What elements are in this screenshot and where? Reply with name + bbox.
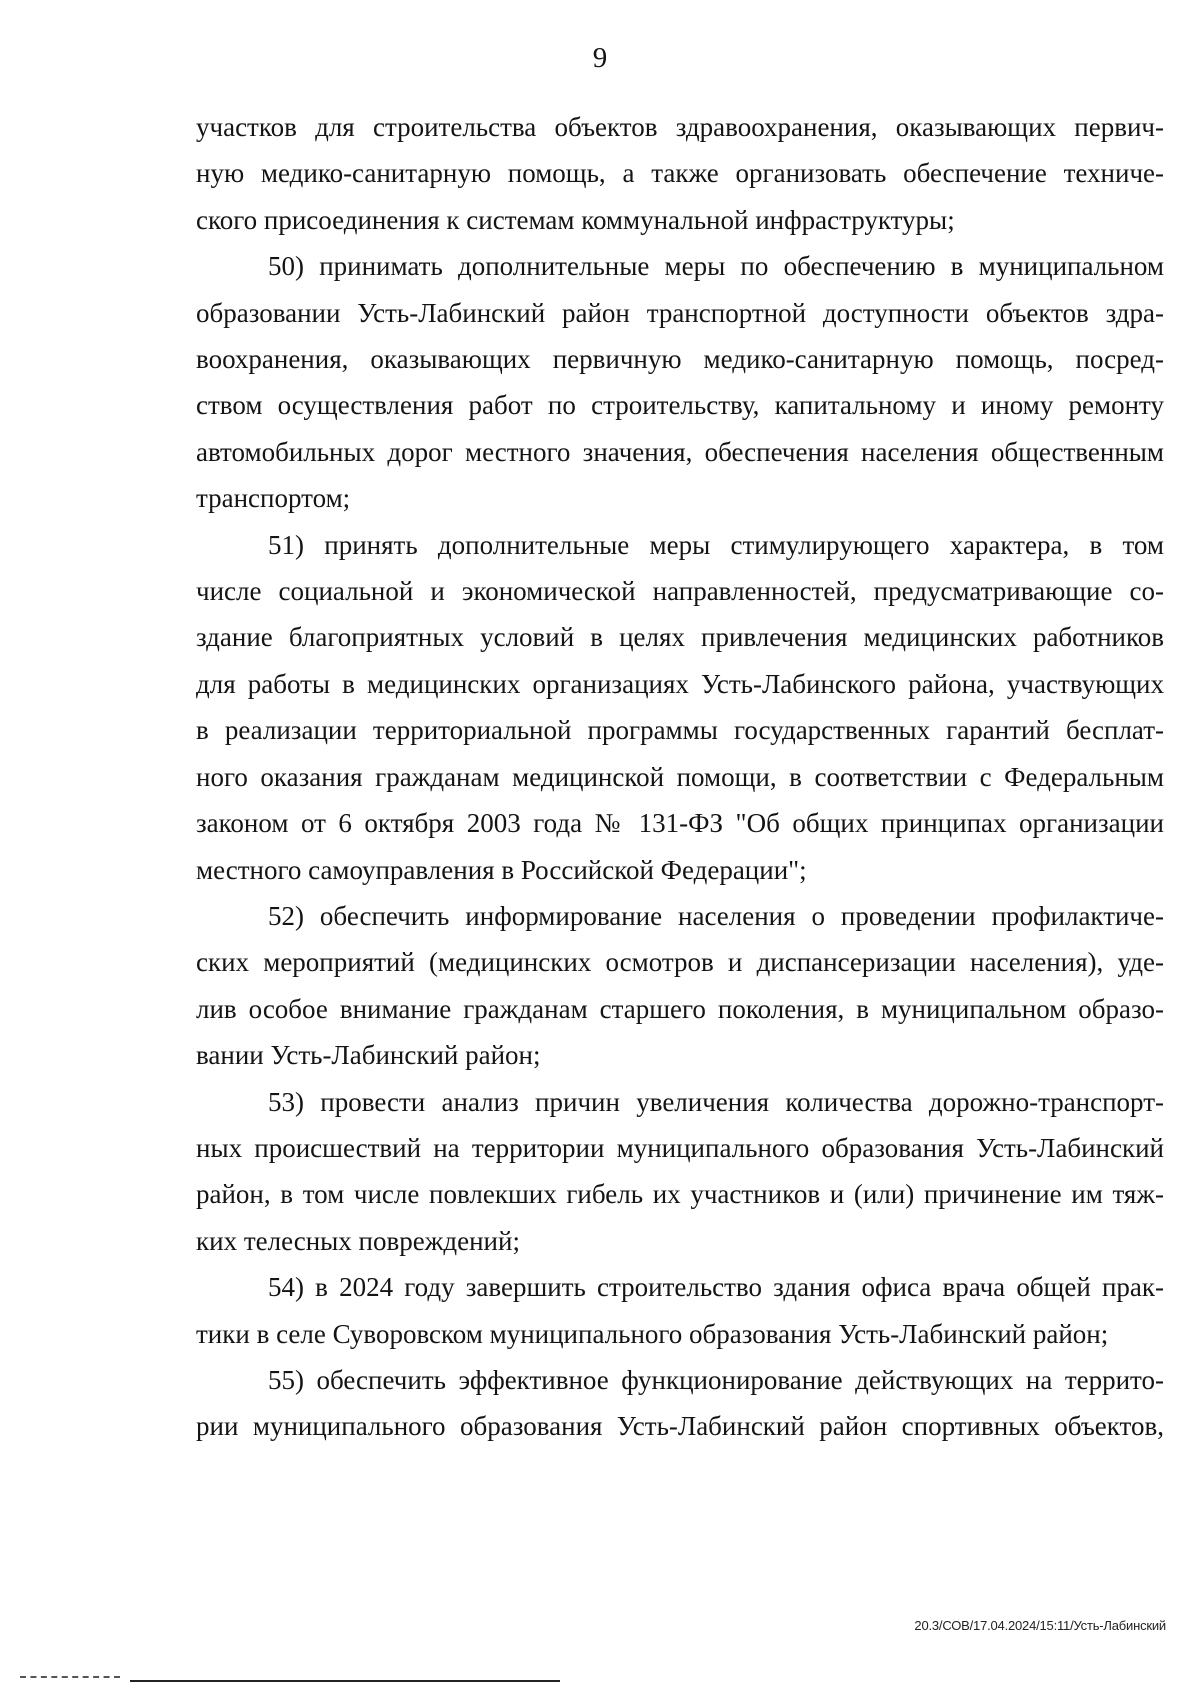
text-line: 52) обеспечить информирование населения о проведении профилактиче-: [268, 900, 1164, 931]
paragraph-item-51: [196, 522, 1164, 893]
text-line: 50) принимать дополнительные меры по обеспечению в муниципальном: [268, 251, 1164, 282]
paragraph-item-52: [196, 893, 1164, 1079]
text-line: в реализации территориальной программы государственных гарантий бесплат-: [196, 715, 1164, 746]
document-body: [196, 104, 1164, 1450]
scan-artifact-dashed-line: [20, 1676, 120, 1678]
text-line: воохранения, оказывающих первичную медико-санитарную помощь, посред-: [196, 344, 1164, 375]
text-line: 54) в 2024 году завершить строительство здания офиса врача общей прак-: [268, 1272, 1164, 1303]
text-line: образовании Усть-Лабинский район транспортной доступности объектов здра-: [196, 297, 1164, 328]
scan-artifact-line: [130, 1680, 560, 1682]
text-line: лив особое внимание гражданам старшего поколения, в муниципальном образо-: [196, 993, 1164, 1024]
paragraph-item-55: [196, 1357, 1164, 1450]
text-line: для работы в медицинских организациях Усть-Лабинского района, участвующих: [196, 668, 1164, 699]
text-line: район, в том числе повлекших гибель их участников и (или) причинение им тяж-: [196, 1179, 1164, 1210]
text-line: ную медико-санитарную помощь, а также организовать обеспечение техниче-: [196, 158, 1164, 189]
paragraph-continuation: [196, 104, 1164, 243]
text-line: ством осуществления работ по строительству, капитальному и иному ремонту: [196, 390, 1164, 421]
text-line: вании Усть-Лабинский район;: [196, 1040, 541, 1071]
text-line: 55) обеспечить эффективное функционирование действующих на террито-: [268, 1364, 1164, 1395]
text-line: законом от 6 октября 2003 года № 131-ФЗ "Об общих принципах организации: [196, 808, 1164, 839]
text-line: местного самоуправления в Российской Федерации";: [196, 854, 807, 885]
text-line: транспортом;: [196, 483, 351, 514]
text-line: тики в селе Суворовском муниципального образования Усть-Лабинский район;: [196, 1318, 1109, 1349]
paragraph-item-50: [196, 243, 1164, 521]
text-line: ных происшествий на территории муниципального образования Усть-Лабинский: [196, 1132, 1164, 1163]
text-line: ного оказания гражданам медицинской помощи, в соответствии с Федеральным: [196, 761, 1164, 792]
text-line: 53) провести анализ причин увеличения количества дорожно-транспорт-: [268, 1086, 1164, 1117]
page-number: 9: [592, 42, 608, 74]
text-line: рии муниципального образования Усть-Лабинский район спортивных объектов,: [196, 1411, 1164, 1442]
text-line: ких телесных повреждений;: [196, 1225, 520, 1256]
text-line: ских мероприятий (медицинских осмотров и диспансеризации населения), уде-: [196, 947, 1164, 978]
text-line: здание благоприятных условий в целях привлечения медицинских работников: [196, 622, 1164, 653]
text-line: ского присоединения к системам коммунальной инфраструктуры;: [196, 204, 955, 235]
paragraph-item-54: [196, 1264, 1164, 1357]
text-line: автомобильных дорог местного значения, обеспечения населения общественным: [196, 436, 1164, 467]
text-line: 51) принять дополнительные меры стимулирующего характера, в том: [268, 529, 1164, 560]
paragraph-item-53: [196, 1079, 1164, 1265]
text-line: участков для строительства объектов здравоохранения, оказывающих первич-: [196, 112, 1164, 142]
text-line: числе социальной и экономической направленностей, предусматривающие со-: [196, 576, 1164, 607]
document-reference-stamp: 20.3/СОВ/17.04.2024/15:11/Усть-Лабинский: [914, 1618, 1166, 1633]
